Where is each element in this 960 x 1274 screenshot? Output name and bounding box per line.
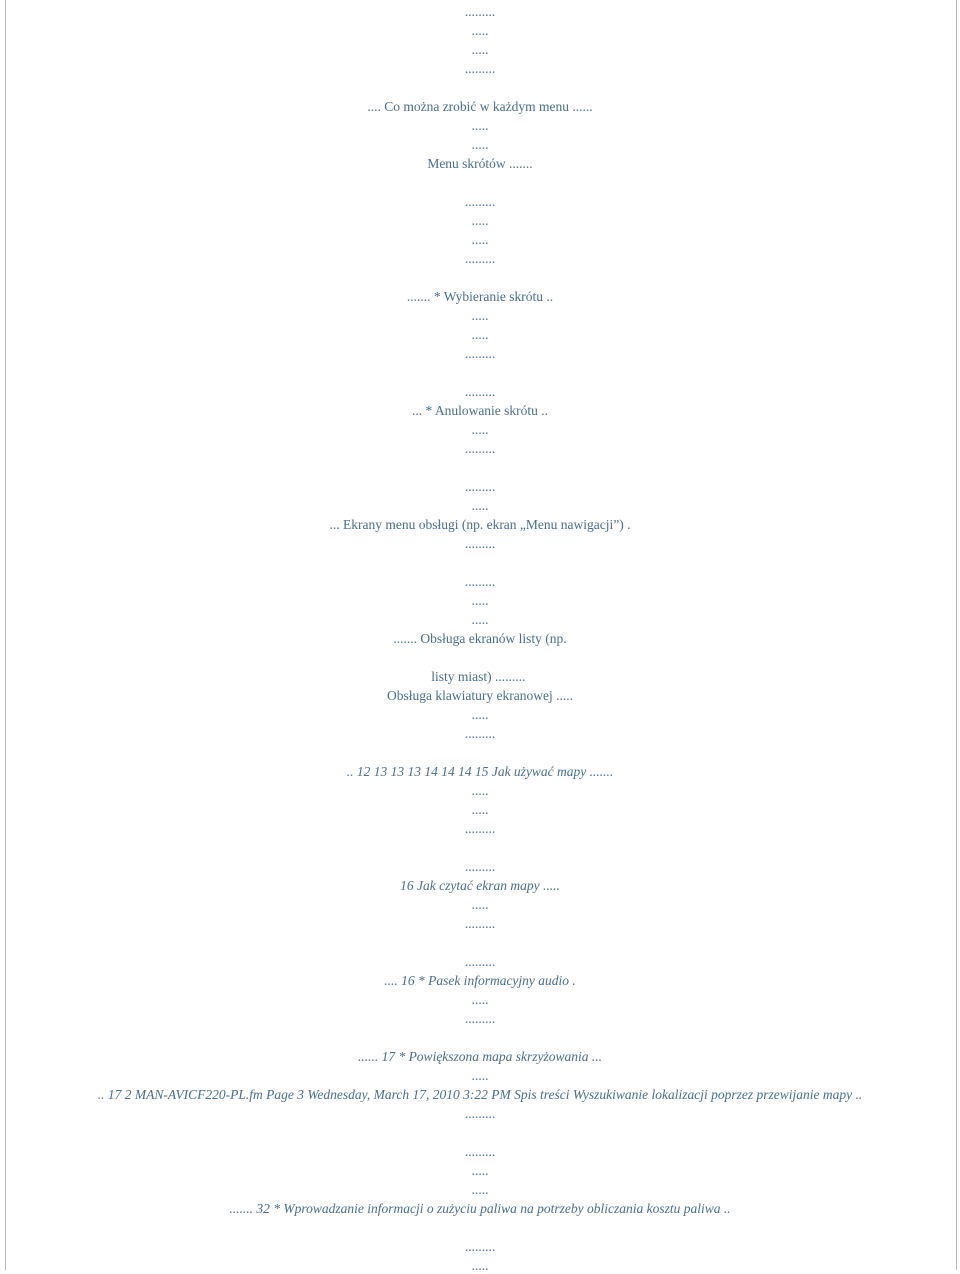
toc-line: ......... xyxy=(464,4,496,19)
toc-blank-line xyxy=(0,935,960,951)
toc-line: ......... xyxy=(464,1106,496,1121)
toc-blank-line xyxy=(0,460,960,476)
toc-line: ..... xyxy=(471,308,489,323)
toc-line: ..... xyxy=(471,1068,489,1083)
toc-line: ......... xyxy=(464,726,496,741)
toc-line: ..... xyxy=(471,213,489,228)
toc-line: ... Ekrany menu obsługi (np. ekran „Menu nawigacji”) . xyxy=(329,517,631,532)
toc-blank-line xyxy=(0,1220,960,1236)
toc-blank-line xyxy=(0,1030,960,1046)
toc-line: ...... 17 * Powiększona mapa skrzyżowania ... xyxy=(357,1049,603,1064)
toc-line: ..... xyxy=(471,498,489,513)
toc-line: ..... xyxy=(471,1163,489,1178)
toc-line: ......... xyxy=(464,536,496,551)
toc-line: ..... xyxy=(471,783,489,798)
toc-line: ......... xyxy=(464,954,496,969)
toc-blank-line xyxy=(0,555,960,571)
toc-line: ..... xyxy=(471,232,489,247)
toc-line: ......... xyxy=(464,1011,496,1026)
toc-line: ......... xyxy=(464,1144,496,1159)
toc-line: Obsługa klawiatury ekranowej ..... xyxy=(387,688,573,703)
toc-line: ... * Anulowanie skrótu .. xyxy=(411,403,549,418)
toc-line: ..... xyxy=(471,422,489,437)
toc-line: ......... xyxy=(464,916,496,931)
toc-line: .. 12 13 13 13 14 14 14 15 Jak używać mapy ....... xyxy=(346,764,614,779)
toc-line: ....... Obsługa ekranów listy (np. xyxy=(393,631,567,646)
toc-line: ..... xyxy=(471,802,489,817)
toc-line: ......... xyxy=(464,859,496,874)
toc-line: .. 17 2 MAN-AVICF220-PL.fm Page 3 Wednesday, March 17, 2010 3:22 PM Spis treści Wyszukiwanie lokalizacji poprzez przewijanie mapy .. xyxy=(97,1087,863,1102)
toc-blank-line xyxy=(0,365,960,381)
toc-blank-line xyxy=(0,1125,960,1141)
toc-blank-line xyxy=(0,840,960,856)
toc-blank-line xyxy=(0,270,960,286)
toc-blank-line xyxy=(0,80,960,96)
toc-blank-line xyxy=(0,745,960,761)
toc-line: ......... xyxy=(464,194,496,209)
toc-line: ..... xyxy=(471,593,489,608)
toc-line: ..... xyxy=(471,327,489,342)
toc-line: ......... xyxy=(464,251,496,266)
toc-line: ......... xyxy=(464,61,496,76)
toc-line: ......... xyxy=(464,384,496,399)
toc-line: ......... xyxy=(464,821,496,836)
toc-line: ..... xyxy=(471,42,489,57)
toc-line: listy miast) ......... xyxy=(431,669,529,684)
toc-blank-line xyxy=(0,650,960,666)
toc-line: 16 Jak czytać ekran mapy ..... xyxy=(400,878,560,893)
toc-line: ....... * Wybieranie skrótu .. xyxy=(406,289,554,304)
toc-line: ......... xyxy=(464,441,496,456)
toc-line: ....... 32 * Wprowadzanie informacji o zużyciu paliwa na potrzeby obliczania kosztu paliwa .. xyxy=(229,1201,731,1216)
toc-line: ..... xyxy=(471,1258,489,1273)
toc-line: ..... xyxy=(471,1182,489,1197)
toc-line: ..... xyxy=(471,612,489,627)
toc-line: ..... xyxy=(471,707,489,722)
toc-line: ......... xyxy=(464,479,496,494)
toc-line: ..... xyxy=(471,992,489,1007)
toc-blank-line xyxy=(0,175,960,191)
toc-line: ......... xyxy=(464,346,496,361)
toc-line: ......... xyxy=(464,1239,496,1254)
toc-line: ..... xyxy=(471,897,489,912)
toc-line: ..... xyxy=(471,137,489,152)
toc-line: ..... xyxy=(471,118,489,133)
toc-line: Menu skrótów ....... xyxy=(427,156,533,171)
toc-line: .... 16 * Pasek informacyjny audio . xyxy=(384,973,576,988)
toc-line: .... Co można zrobić w każdym menu ...... xyxy=(367,99,593,114)
toc-line: ......... xyxy=(464,574,496,589)
toc-line: ..... xyxy=(471,23,489,38)
